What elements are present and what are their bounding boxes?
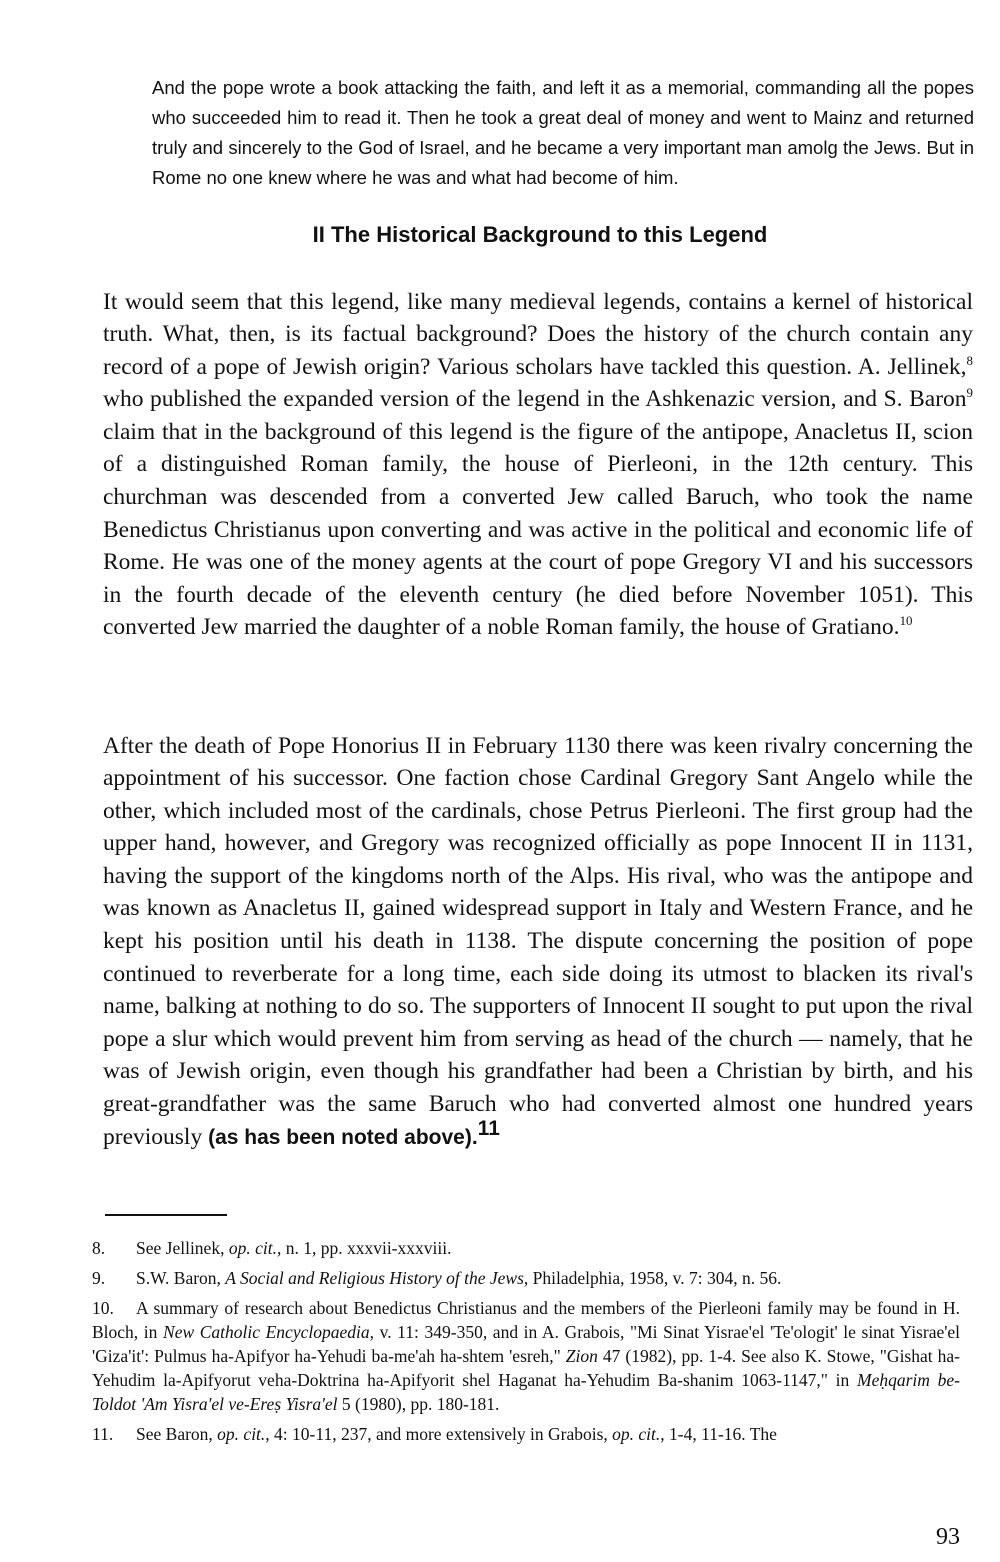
footnote-text: See Baron, bbox=[136, 1424, 218, 1444]
paragraph-1-text-c: claim that in the background of this legend is the figure of the antipope, Anacletus II, scion of a distinguished Roman family, the house of Pierleoni, in the 12th century. This churchman was descended from a converted Jew called Baruch, who took the name Benedictus Christianus upon converting and was active in the political and economic life of Rome. He was one of the money agents at the court of pope Gregory VI and his successors in the fourth decade of the eleventh century (he died before November 1051). This converted Jew married the daughter of a noble Roman family, the house of Gratiano. bbox=[103, 418, 973, 641]
footnote-italic: op. cit., bbox=[612, 1424, 665, 1444]
paragraph-1-text-b: who published the expanded version of the legend in the Ashkenazic version, and S. Baron bbox=[103, 386, 967, 413]
footnote-italic: Zion bbox=[565, 1346, 598, 1366]
footnote-ref-8[interactable]: 8 bbox=[966, 352, 973, 368]
footnote-text: 1-4, 11-16. The bbox=[664, 1424, 777, 1444]
footnote-text: v. 11: 349-350, and in A. Grabois, "Mi Sinat Yisrae'el 'Te'ologit' le sinat Yisrae'el 'Giza'it': Pulmus ha-Apifyor ha-Yehudi ba-me'ah ha-shtem 'esreh," bbox=[92, 1322, 961, 1366]
footnote-10 bbox=[92, 1296, 960, 1416]
footnote-italic: A Social and Religious History of the Jews, bbox=[225, 1268, 529, 1288]
footnote-italic: op. cit., bbox=[228, 1238, 282, 1258]
footnotes bbox=[92, 1236, 960, 1452]
footnote-italic: op. cit., bbox=[217, 1424, 270, 1444]
footnote-italic: New Catholic Encyclopaedia, bbox=[163, 1322, 374, 1342]
paragraph-1-text-a: It would seem that this legend, like many medieval legends, contains a kernel of historical truth. What, then, is its factual background? Does the history of the church contain any record of a pope of Jewish origin? Various scholars have tackled this question. A. Jellinek, bbox=[103, 288, 973, 380]
paragraph-2-text-a: After the death of Pope Honorius II in February 1130 there was keen rivalry concerning the appointment of his successor. One faction chose Cardinal Gregory Sant Angelo while the other, which included most of the cardinals, chose Petrus Pierleoni. The first group had the upper hand, however, and Gregory was recognized officially as pope Innocent II in 1131, having the support of the kingdoms north of the Alps. His rival, who was the antipope and was known as Anacletus II, gained widespread support in Italy and Western France, and he kept his position until his death in 1138. The dispute concerning the position of pope continued to reverberate for a long time, each side doing its utmost to blacken its rival's name, balking at nothing to do so. The supporters of Innocent II sought to put upon the rival pope a slur which would prevent him from serving as head of the church — namely, that he was of Jewish origin, even though his grandfather had been a Christian by birth, and his great-grandfather was the same Baruch who had converted almost one hundred years previously bbox=[103, 732, 973, 1150]
section-heading: II The Historical Background to this Legend bbox=[312, 222, 768, 247]
footnote-ref-10[interactable]: 10 bbox=[899, 613, 913, 629]
footnote-text: 47 (1982), pp. 1-4. See also K. Stowe, "Gishat ha-Yehudim la-Apifyorut veha-Doktrina ha-Apifyorit shel Haganat ha-Yehudim Ba-shanim 1063-1147," in bbox=[92, 1346, 960, 1390]
footnote-8 bbox=[92, 1236, 960, 1260]
footnote-italic: Meḥqarim be-Toldot 'Am Yisra'el ve-Ereṣ Yisra'el bbox=[92, 1370, 960, 1414]
footnote-11 bbox=[92, 1422, 960, 1446]
footnote-number: 10. bbox=[92, 1298, 114, 1318]
footnote-number: 11. bbox=[92, 1424, 114, 1444]
footnote-divider bbox=[105, 1214, 227, 1216]
intro-paragraph: And the pope wrote a book attacking the faith, and left it as a memorial, commanding all the popes who succeeded him to read it. Then he took a great deal of money and went to Mainz and returned truly and sincerely to the God of Israel, and he became a very important man amolg the Jews. But in Rome no one knew where he was and what had become of him. bbox=[152, 76, 974, 188]
footnote-text: 5 (1980), pp. 180-181. bbox=[337, 1394, 500, 1414]
paragraph-2 bbox=[103, 730, 973, 1155]
page-number: 93 bbox=[936, 1524, 960, 1550]
footnote-text: S.W. Baron, bbox=[136, 1268, 226, 1288]
footnote-text: See Jellinek, bbox=[136, 1238, 229, 1258]
footnote-text: Philadelphia, 1958, v. 7: 304, n. 56. bbox=[528, 1268, 782, 1288]
footnote-number: 8. bbox=[92, 1238, 106, 1258]
paragraph-2-text-b: (as has been noted above). bbox=[208, 1125, 478, 1149]
footnote-text: 4: 10-11, 237, and more extensively in Grabois, bbox=[269, 1424, 613, 1444]
paragraph-1 bbox=[103, 286, 973, 645]
footnote-text: n. 1, pp. xxxvii-xxxviii. bbox=[281, 1238, 452, 1258]
footnote-text: A summary of research about Benedictus Christianus and the members of the Pierleoni family may be found in H. Bloch, in bbox=[92, 1298, 960, 1342]
footnote-9 bbox=[92, 1266, 960, 1290]
footnote-ref-9[interactable]: 9 bbox=[966, 385, 973, 401]
footnote-number: 9. bbox=[92, 1268, 106, 1288]
footnote-ref-11[interactable]: 11 bbox=[477, 1116, 500, 1140]
